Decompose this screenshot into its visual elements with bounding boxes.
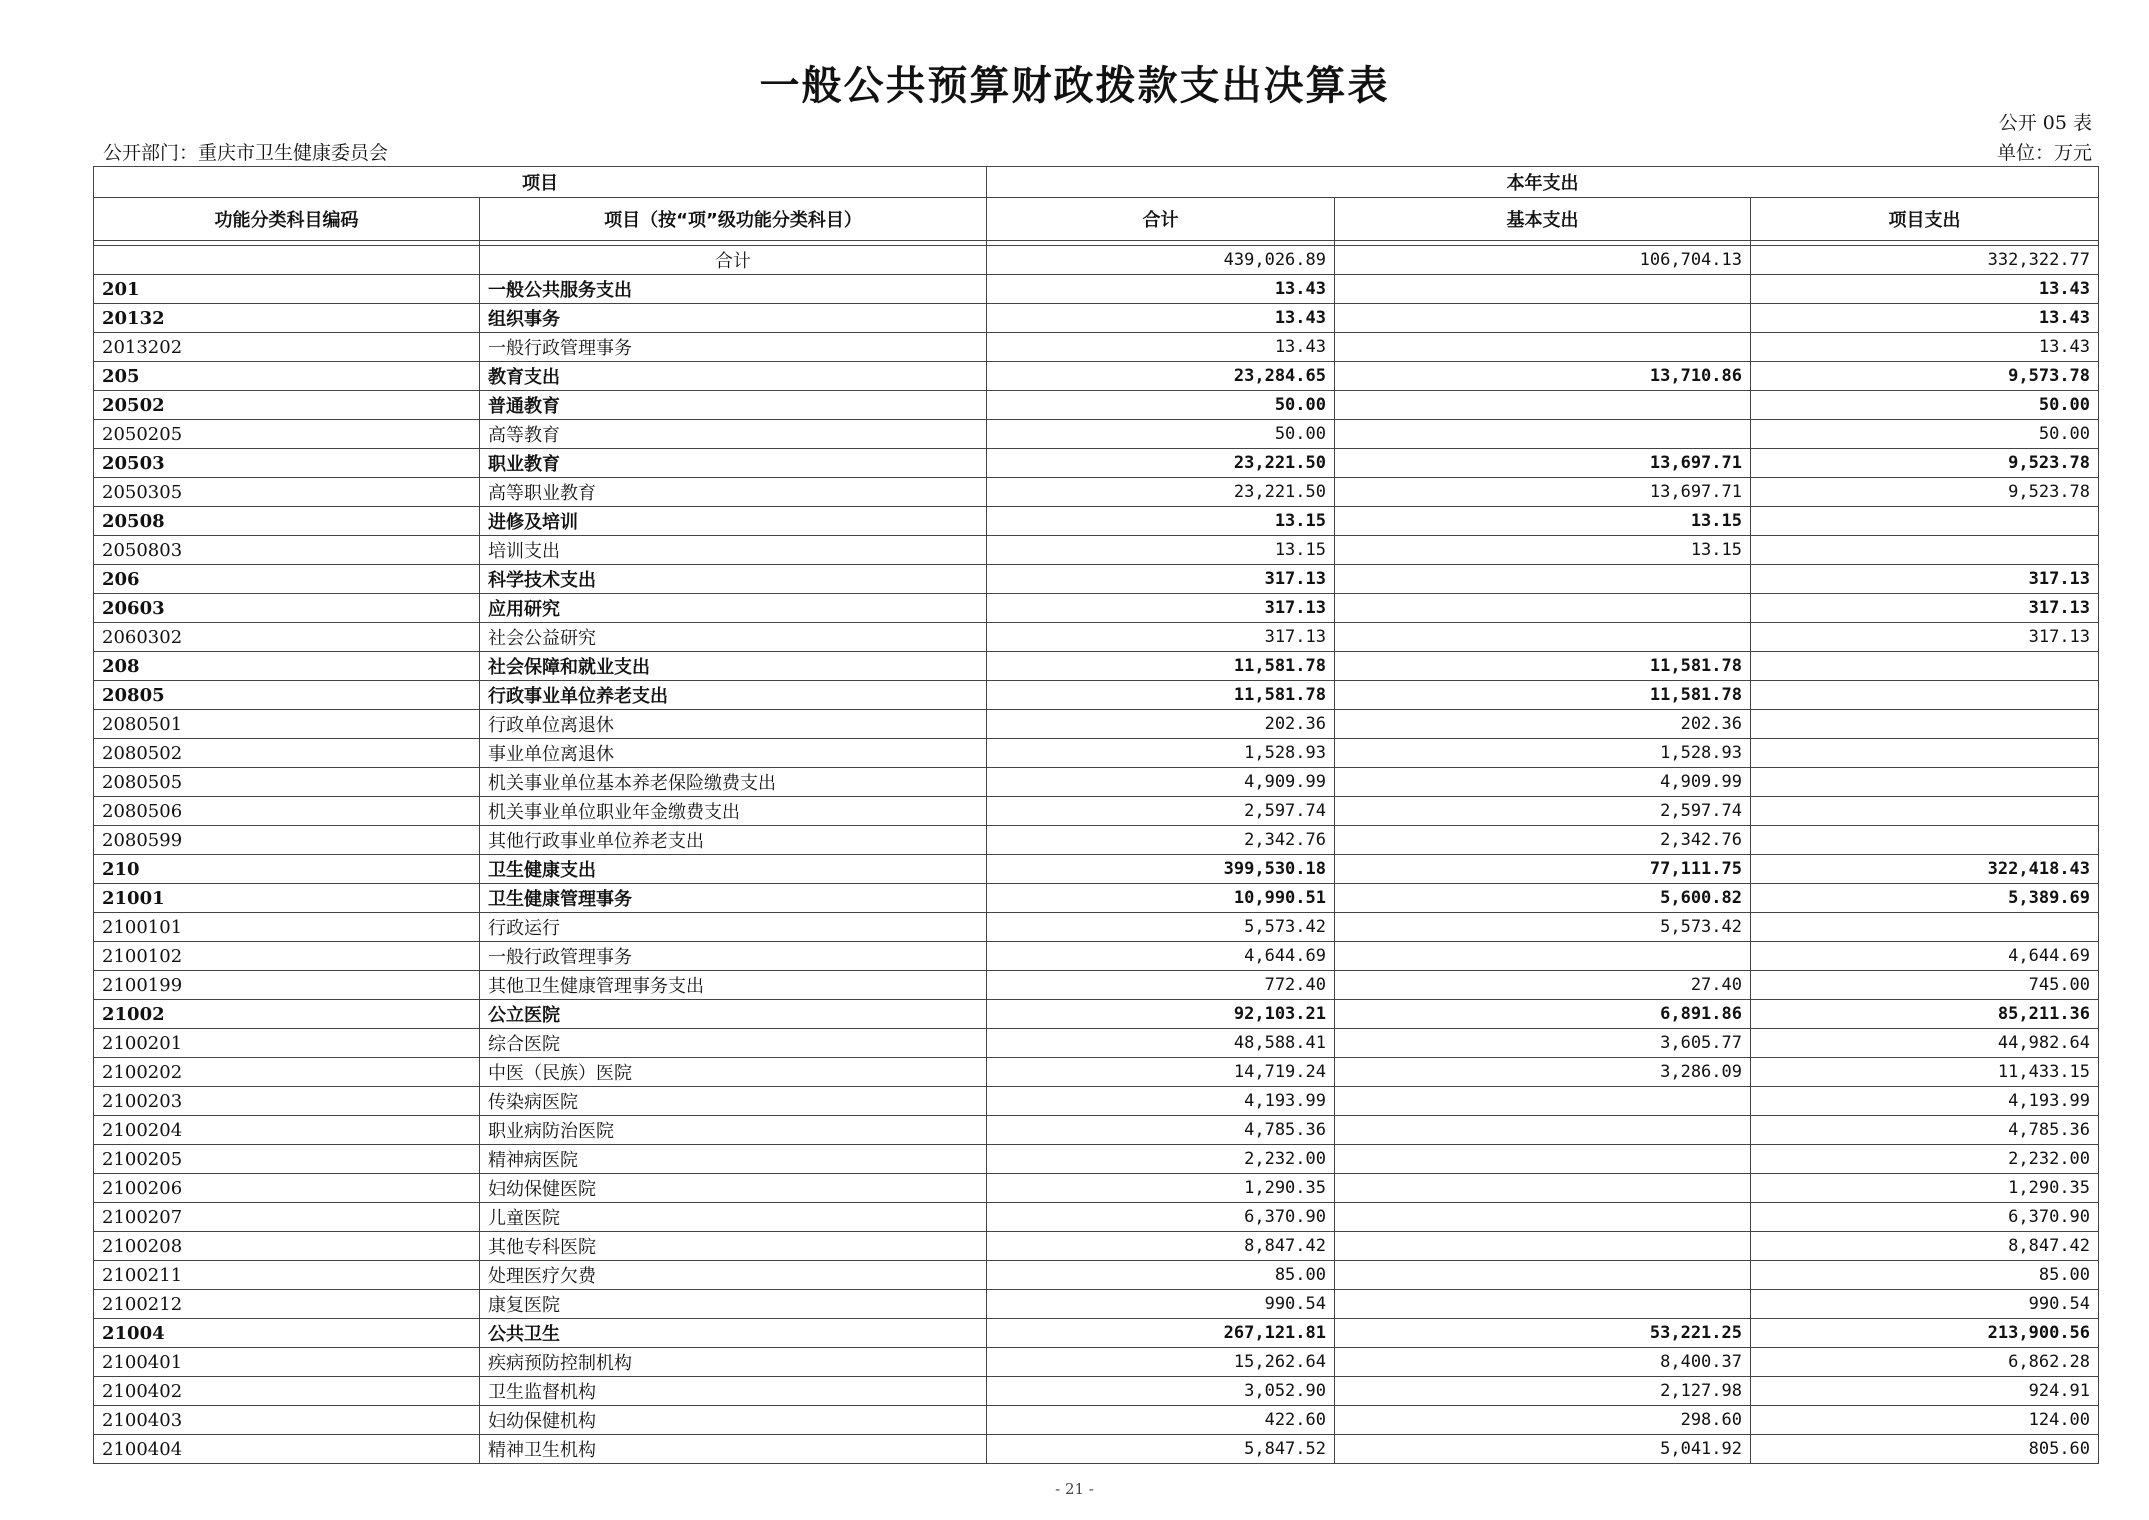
code-cell: 2100199 bbox=[94, 971, 480, 1000]
name-cell: 普通教育 bbox=[480, 391, 987, 420]
code-cell: 2080506 bbox=[94, 797, 480, 826]
table-row bbox=[94, 1174, 2099, 1203]
code-cell bbox=[94, 246, 480, 275]
table-row bbox=[94, 391, 2099, 420]
basic-cell: 3,605.77 bbox=[1335, 1029, 1751, 1058]
table-row bbox=[94, 768, 2099, 797]
table-row bbox=[94, 1406, 2099, 1435]
code-cell: 208 bbox=[94, 652, 480, 681]
project-cell: 924.91 bbox=[1751, 1377, 2099, 1406]
basic-cell bbox=[1335, 391, 1751, 420]
name-cell: 其他卫生健康管理事务支出 bbox=[480, 971, 987, 1000]
name-cell: 妇幼保健机构 bbox=[480, 1406, 987, 1435]
total-cell: 11,581.78 bbox=[987, 681, 1335, 710]
code-cell: 2100402 bbox=[94, 1377, 480, 1406]
total-cell: 1,528.93 bbox=[987, 739, 1335, 768]
name-cell: 疾病预防控制机构 bbox=[480, 1348, 987, 1377]
name-cell: 康复医院 bbox=[480, 1290, 987, 1319]
code-cell: 2080501 bbox=[94, 710, 480, 739]
code-cell: 2100101 bbox=[94, 913, 480, 942]
table-row bbox=[94, 1116, 2099, 1145]
project-cell: 990.54 bbox=[1751, 1290, 2099, 1319]
project-cell: 6,862.28 bbox=[1751, 1348, 2099, 1377]
project-cell bbox=[1751, 913, 2099, 942]
project-cell: 9,523.78 bbox=[1751, 449, 2099, 478]
name-cell: 职业病防治医院 bbox=[480, 1116, 987, 1145]
basic-cell: 13.15 bbox=[1335, 507, 1751, 536]
budget-table bbox=[93, 166, 2099, 1464]
total-cell: 202.36 bbox=[987, 710, 1335, 739]
name-cell: 精神卫生机构 bbox=[480, 1435, 987, 1464]
name-cell: 行政运行 bbox=[480, 913, 987, 942]
total-cell: 5,847.52 bbox=[987, 1435, 1335, 1464]
basic-cell: 11,581.78 bbox=[1335, 681, 1751, 710]
code-cell: 2100403 bbox=[94, 1406, 480, 1435]
project-cell bbox=[1751, 710, 2099, 739]
total-cell: 422.60 bbox=[987, 1406, 1335, 1435]
code-cell: 2050205 bbox=[94, 420, 480, 449]
table-row bbox=[94, 1029, 2099, 1058]
table-row bbox=[94, 1435, 2099, 1464]
total-cell: 4,644.69 bbox=[987, 942, 1335, 971]
basic-cell: 3,286.09 bbox=[1335, 1058, 1751, 1087]
header-current-year: 本年支出 bbox=[987, 167, 2099, 198]
basic-cell bbox=[1335, 304, 1751, 333]
code-cell: 210 bbox=[94, 855, 480, 884]
basic-cell: 2,127.98 bbox=[1335, 1377, 1751, 1406]
basic-cell: 11,581.78 bbox=[1335, 652, 1751, 681]
table-row bbox=[94, 1145, 2099, 1174]
table-row bbox=[94, 565, 2099, 594]
code-cell: 2080599 bbox=[94, 826, 480, 855]
project-cell: 13.43 bbox=[1751, 304, 2099, 333]
total-cell: 2,342.76 bbox=[987, 826, 1335, 855]
header-name: 项目（按“项”级功能分类科目） bbox=[480, 198, 987, 241]
name-cell: 处理医疗欠费 bbox=[480, 1261, 987, 1290]
project-cell: 124.00 bbox=[1751, 1406, 2099, 1435]
table-row bbox=[94, 449, 2099, 478]
form-code: 公开 05 表 bbox=[1998, 112, 2092, 134]
basic-cell: 8,400.37 bbox=[1335, 1348, 1751, 1377]
total-cell: 317.13 bbox=[987, 623, 1335, 652]
table-row bbox=[94, 739, 2099, 768]
basic-cell: 27.40 bbox=[1335, 971, 1751, 1000]
basic-cell bbox=[1335, 333, 1751, 362]
table-row bbox=[94, 623, 2099, 652]
basic-cell bbox=[1335, 1116, 1751, 1145]
total-cell: 11,581.78 bbox=[987, 652, 1335, 681]
name-cell: 精神病医院 bbox=[480, 1145, 987, 1174]
project-cell: 332,322.77 bbox=[1751, 246, 2099, 275]
total-cell: 50.00 bbox=[987, 420, 1335, 449]
total-cell: 2,597.74 bbox=[987, 797, 1335, 826]
basic-cell bbox=[1335, 594, 1751, 623]
code-cell: 20503 bbox=[94, 449, 480, 478]
basic-cell: 13,697.71 bbox=[1335, 478, 1751, 507]
total-cell: 15,262.64 bbox=[987, 1348, 1335, 1377]
basic-cell bbox=[1335, 565, 1751, 594]
basic-cell: 298.60 bbox=[1335, 1406, 1751, 1435]
total-cell: 14,719.24 bbox=[987, 1058, 1335, 1087]
table-row bbox=[94, 1087, 2099, 1116]
table-row bbox=[94, 942, 2099, 971]
basic-cell bbox=[1335, 420, 1751, 449]
basic-cell: 2,342.76 bbox=[1335, 826, 1751, 855]
basic-cell: 13,710.86 bbox=[1335, 362, 1751, 391]
name-cell: 一般行政管理事务 bbox=[480, 333, 987, 362]
total-cell: 317.13 bbox=[987, 565, 1335, 594]
code-cell: 21002 bbox=[94, 1000, 480, 1029]
table-row bbox=[94, 884, 2099, 913]
project-cell: 13.43 bbox=[1751, 275, 2099, 304]
basic-cell bbox=[1335, 1232, 1751, 1261]
basic-cell bbox=[1335, 1087, 1751, 1116]
basic-cell: 5,573.42 bbox=[1335, 913, 1751, 942]
total-cell: 439,026.89 bbox=[987, 246, 1335, 275]
table-row bbox=[94, 304, 2099, 333]
project-cell: 9,573.78 bbox=[1751, 362, 2099, 391]
header-total: 合计 bbox=[987, 198, 1335, 241]
department-label: 公开部门：重庆市卫生健康委员会 bbox=[103, 142, 389, 164]
name-cell: 公立医院 bbox=[480, 1000, 987, 1029]
code-cell: 2100208 bbox=[94, 1232, 480, 1261]
code-cell: 2100205 bbox=[94, 1145, 480, 1174]
project-cell: 2,232.00 bbox=[1751, 1145, 2099, 1174]
name-cell: 儿童医院 bbox=[480, 1203, 987, 1232]
code-cell: 20805 bbox=[94, 681, 480, 710]
project-cell: 6,370.90 bbox=[1751, 1203, 2099, 1232]
table-row bbox=[94, 1000, 2099, 1029]
code-cell: 21004 bbox=[94, 1319, 480, 1348]
project-cell: 317.13 bbox=[1751, 565, 2099, 594]
table-row bbox=[94, 1261, 2099, 1290]
table-row bbox=[94, 333, 2099, 362]
basic-cell: 6,891.86 bbox=[1335, 1000, 1751, 1029]
page-title: 一般公共预算财政拨款支出决算表 bbox=[759, 63, 1390, 109]
header-code: 功能分类科目编码 bbox=[94, 198, 480, 241]
total-cell: 3,052.90 bbox=[987, 1377, 1335, 1406]
code-cell: 2080505 bbox=[94, 768, 480, 797]
code-cell: 2050803 bbox=[94, 536, 480, 565]
basic-cell bbox=[1335, 1290, 1751, 1319]
table-row bbox=[94, 913, 2099, 942]
total-cell: 50.00 bbox=[987, 391, 1335, 420]
project-cell bbox=[1751, 507, 2099, 536]
total-cell: 4,785.36 bbox=[987, 1116, 1335, 1145]
total-cell: 990.54 bbox=[987, 1290, 1335, 1319]
basic-cell bbox=[1335, 1261, 1751, 1290]
code-cell: 2100204 bbox=[94, 1116, 480, 1145]
basic-cell bbox=[1335, 942, 1751, 971]
total-cell: 2,232.00 bbox=[987, 1145, 1335, 1174]
code-cell: 2013202 bbox=[94, 333, 480, 362]
code-cell: 2100207 bbox=[94, 1203, 480, 1232]
basic-cell: 77,111.75 bbox=[1335, 855, 1751, 884]
name-cell: 职业教育 bbox=[480, 449, 987, 478]
basic-cell: 106,704.13 bbox=[1335, 246, 1751, 275]
table-row bbox=[94, 710, 2099, 739]
total-cell: 13.15 bbox=[987, 507, 1335, 536]
project-cell: 213,900.56 bbox=[1751, 1319, 2099, 1348]
name-cell: 行政单位离退休 bbox=[480, 710, 987, 739]
project-cell: 85,211.36 bbox=[1751, 1000, 2099, 1029]
project-cell bbox=[1751, 826, 2099, 855]
code-cell: 205 bbox=[94, 362, 480, 391]
project-cell: 13.43 bbox=[1751, 333, 2099, 362]
project-cell: 745.00 bbox=[1751, 971, 2099, 1000]
code-cell: 2100404 bbox=[94, 1435, 480, 1464]
code-cell: 2080502 bbox=[94, 739, 480, 768]
code-cell: 2100212 bbox=[94, 1290, 480, 1319]
basic-cell: 4,909.99 bbox=[1335, 768, 1751, 797]
project-cell bbox=[1751, 652, 2099, 681]
project-cell: 322,418.43 bbox=[1751, 855, 2099, 884]
total-cell: 772.40 bbox=[987, 971, 1335, 1000]
total-cell: 23,221.50 bbox=[987, 449, 1335, 478]
table-row bbox=[94, 681, 2099, 710]
code-cell: 20508 bbox=[94, 507, 480, 536]
project-cell: 9,523.78 bbox=[1751, 478, 2099, 507]
basic-cell bbox=[1335, 275, 1751, 304]
table-row bbox=[94, 275, 2099, 304]
total-cell: 1,290.35 bbox=[987, 1174, 1335, 1203]
name-cell: 机关事业单位基本养老保险缴费支出 bbox=[480, 768, 987, 797]
table-row bbox=[94, 478, 2099, 507]
basic-cell bbox=[1335, 623, 1751, 652]
table-row bbox=[94, 855, 2099, 884]
name-cell: 培训支出 bbox=[480, 536, 987, 565]
table-body bbox=[94, 246, 2099, 1464]
project-cell: 805.60 bbox=[1751, 1435, 2099, 1464]
project-cell: 1,290.35 bbox=[1751, 1174, 2099, 1203]
code-cell: 2060302 bbox=[94, 623, 480, 652]
total-cell: 85.00 bbox=[987, 1261, 1335, 1290]
table-row bbox=[94, 362, 2099, 391]
project-cell: 317.13 bbox=[1751, 594, 2099, 623]
project-cell: 317.13 bbox=[1751, 623, 2099, 652]
name-cell: 一般公共服务支出 bbox=[480, 275, 987, 304]
project-cell: 85.00 bbox=[1751, 1261, 2099, 1290]
code-cell: 2100203 bbox=[94, 1087, 480, 1116]
name-cell: 进修及培训 bbox=[480, 507, 987, 536]
table-row-total bbox=[94, 246, 2099, 275]
project-cell: 8,847.42 bbox=[1751, 1232, 2099, 1261]
basic-cell: 13.15 bbox=[1335, 536, 1751, 565]
name-cell: 妇幼保健医院 bbox=[480, 1174, 987, 1203]
project-cell: 44,982.64 bbox=[1751, 1029, 2099, 1058]
name-cell: 高等教育 bbox=[480, 420, 987, 449]
code-cell: 2100102 bbox=[94, 942, 480, 971]
name-cell: 一般行政管理事务 bbox=[480, 942, 987, 971]
total-cell: 48,588.41 bbox=[987, 1029, 1335, 1058]
basic-cell: 5,041.92 bbox=[1335, 1435, 1751, 1464]
name-cell: 卫生健康支出 bbox=[480, 855, 987, 884]
name-cell: 中医（民族）医院 bbox=[480, 1058, 987, 1087]
table-row bbox=[94, 797, 2099, 826]
name-cell: 高等职业教育 bbox=[480, 478, 987, 507]
basic-cell: 1,528.93 bbox=[1335, 739, 1751, 768]
code-cell: 206 bbox=[94, 565, 480, 594]
name-cell: 其他行政事业单位养老支出 bbox=[480, 826, 987, 855]
table-row bbox=[94, 507, 2099, 536]
total-cell: 13.43 bbox=[987, 304, 1335, 333]
basic-cell bbox=[1335, 1145, 1751, 1174]
code-cell: 2050305 bbox=[94, 478, 480, 507]
name-cell: 合计 bbox=[480, 246, 987, 275]
code-cell: 20132 bbox=[94, 304, 480, 333]
code-cell: 21001 bbox=[94, 884, 480, 913]
basic-cell: 53,221.25 bbox=[1335, 1319, 1751, 1348]
table-row bbox=[94, 1319, 2099, 1348]
project-cell: 50.00 bbox=[1751, 420, 2099, 449]
project-cell: 4,785.36 bbox=[1751, 1116, 2099, 1145]
total-cell: 4,193.99 bbox=[987, 1087, 1335, 1116]
name-cell: 卫生监督机构 bbox=[480, 1377, 987, 1406]
name-cell: 卫生健康管理事务 bbox=[480, 884, 987, 913]
project-cell bbox=[1751, 768, 2099, 797]
basic-cell: 13,697.71 bbox=[1335, 449, 1751, 478]
total-cell: 8,847.42 bbox=[987, 1232, 1335, 1261]
project-cell bbox=[1751, 536, 2099, 565]
code-cell: 2100206 bbox=[94, 1174, 480, 1203]
total-cell: 317.13 bbox=[987, 594, 1335, 623]
page-number: - 21 - bbox=[1055, 1480, 1094, 1498]
basic-cell bbox=[1335, 1174, 1751, 1203]
code-cell: 201 bbox=[94, 275, 480, 304]
total-cell: 267,121.81 bbox=[987, 1319, 1335, 1348]
header-basic: 基本支出 bbox=[1335, 198, 1751, 241]
table-row bbox=[94, 1377, 2099, 1406]
table-row bbox=[94, 420, 2099, 449]
total-cell: 13.43 bbox=[987, 333, 1335, 362]
name-cell: 组织事务 bbox=[480, 304, 987, 333]
code-cell: 2100201 bbox=[94, 1029, 480, 1058]
total-cell: 5,573.42 bbox=[987, 913, 1335, 942]
table-row bbox=[94, 536, 2099, 565]
project-cell: 5,389.69 bbox=[1751, 884, 2099, 913]
table-row bbox=[94, 1290, 2099, 1319]
header-project-expenditure: 项目支出 bbox=[1751, 198, 2099, 241]
code-cell: 2100202 bbox=[94, 1058, 480, 1087]
basic-cell: 202.36 bbox=[1335, 710, 1751, 739]
total-cell: 399,530.18 bbox=[987, 855, 1335, 884]
table-row bbox=[94, 1203, 2099, 1232]
project-cell: 4,193.99 bbox=[1751, 1087, 2099, 1116]
name-cell: 社会公益研究 bbox=[480, 623, 987, 652]
code-cell: 20603 bbox=[94, 594, 480, 623]
code-cell: 2100211 bbox=[94, 1261, 480, 1290]
project-cell: 11,433.15 bbox=[1751, 1058, 2099, 1087]
total-cell: 23,221.50 bbox=[987, 478, 1335, 507]
total-cell: 4,909.99 bbox=[987, 768, 1335, 797]
table-row bbox=[94, 971, 2099, 1000]
name-cell: 应用研究 bbox=[480, 594, 987, 623]
project-cell: 50.00 bbox=[1751, 391, 2099, 420]
table-row bbox=[94, 1232, 2099, 1261]
name-cell: 机关事业单位职业年金缴费支出 bbox=[480, 797, 987, 826]
name-cell: 其他专科医院 bbox=[480, 1232, 987, 1261]
table-row bbox=[94, 826, 2099, 855]
name-cell: 综合医院 bbox=[480, 1029, 987, 1058]
code-cell: 2100401 bbox=[94, 1348, 480, 1377]
unit-label: 单位：万元 bbox=[1996, 142, 2092, 164]
project-cell: 4,644.69 bbox=[1751, 942, 2099, 971]
table-row bbox=[94, 652, 2099, 681]
name-cell: 社会保障和就业支出 bbox=[480, 652, 987, 681]
name-cell: 科学技术支出 bbox=[480, 565, 987, 594]
total-cell: 23,284.65 bbox=[987, 362, 1335, 391]
table-row bbox=[94, 1058, 2099, 1087]
header-row-columns bbox=[94, 198, 2099, 241]
table-row bbox=[94, 1348, 2099, 1377]
project-cell bbox=[1751, 681, 2099, 710]
table-row bbox=[94, 594, 2099, 623]
code-cell: 20502 bbox=[94, 391, 480, 420]
total-cell: 92,103.21 bbox=[987, 1000, 1335, 1029]
basic-cell bbox=[1335, 1203, 1751, 1232]
header-row-top bbox=[94, 167, 2099, 198]
name-cell: 事业单位离退休 bbox=[480, 739, 987, 768]
total-cell: 13.43 bbox=[987, 275, 1335, 304]
header-project: 项目 bbox=[94, 167, 987, 198]
total-cell: 6,370.90 bbox=[987, 1203, 1335, 1232]
total-cell: 10,990.51 bbox=[987, 884, 1335, 913]
name-cell: 教育支出 bbox=[480, 362, 987, 391]
project-cell bbox=[1751, 797, 2099, 826]
name-cell: 传染病医院 bbox=[480, 1087, 987, 1116]
project-cell bbox=[1751, 739, 2099, 768]
basic-cell: 5,600.82 bbox=[1335, 884, 1751, 913]
total-cell: 13.15 bbox=[987, 536, 1335, 565]
name-cell: 行政事业单位养老支出 bbox=[480, 681, 987, 710]
basic-cell: 2,597.74 bbox=[1335, 797, 1751, 826]
name-cell: 公共卫生 bbox=[480, 1319, 987, 1348]
